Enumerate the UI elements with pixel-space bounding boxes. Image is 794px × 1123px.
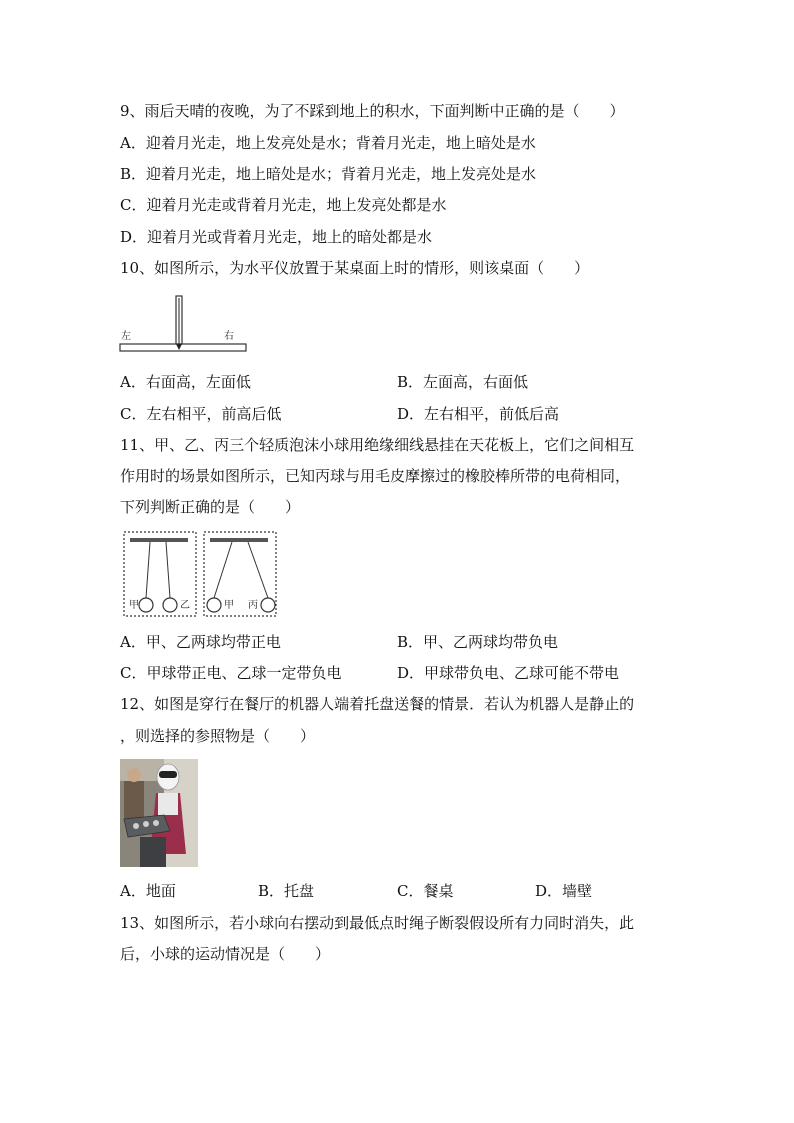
q9-stem: 9、雨后天晴的夜晚，为了不踩到地上的积水，下面判断中正确的是（ ） xyxy=(120,102,625,120)
ball-jia-left xyxy=(139,598,153,612)
ball-bing xyxy=(261,598,275,612)
q9-option-b: B．迎着月光走，地上暗处是水；背着月光走，地上发亮处是水 xyxy=(120,165,537,183)
q12-stem-line-1: 12、如图是穿行在餐厅的机器人端着托盘送餐的情景．若认为机器人是静止的 xyxy=(120,695,635,713)
table-surface xyxy=(120,344,246,351)
q12-option-a: A．地面 xyxy=(120,882,176,900)
q11-option-a: A．甲、乙两球均带正电 xyxy=(120,633,281,651)
string-jia-left xyxy=(146,542,150,598)
string-yi xyxy=(166,542,170,598)
q11-stem-line-1: 11、甲、乙、丙三个轻质泡沫小球用绝缘细线悬挂在天花板上，它们之间相互 xyxy=(120,436,635,454)
q12-option-d: D．墙壁 xyxy=(535,882,593,900)
q12-option-b: B．托盘 xyxy=(258,882,315,900)
q9-option-c: C．迎着月光走或背着月光走，地上发亮处都是水 xyxy=(120,196,447,214)
q11-option-b: B．甲、乙两球均带负电 xyxy=(397,633,559,651)
ball-jia-right xyxy=(207,598,221,612)
plumb-bob xyxy=(176,344,182,350)
q10-option-d: D．左右相平，前低后高 xyxy=(397,405,560,423)
label-right: 右 xyxy=(224,331,234,342)
label-jia-right: 甲 xyxy=(224,600,234,611)
q10-option-c: C．左右相平，前高后低 xyxy=(120,405,282,423)
q9-option-d: D．迎着月光或背着月光走，地上的暗处都是水 xyxy=(120,228,433,246)
robot-waiter-photo xyxy=(120,759,198,867)
q11-stem-line-3: 下列判断正确的是（ ） xyxy=(120,498,301,516)
label-left: 左 xyxy=(121,331,131,342)
q10-option-b: B．左面高，右面低 xyxy=(397,373,529,391)
q10-stem: 10、如图所示，为水平仪放置于某桌面上时的情形，则该桌面（ ） xyxy=(120,259,590,277)
q11-stem-line-2: 作用时的场景如图所示，已知丙球与用毛皮摩擦过的橡胶棒所带的电荷相同， xyxy=(120,467,631,485)
spirit-level-figure xyxy=(118,292,250,364)
q11-option-d: D．甲球带负电、乙球可能不带电 xyxy=(397,664,620,682)
q12-stem-line-2: ，则选择的参照物是（ ） xyxy=(120,727,316,745)
q12-option-c: C．餐桌 xyxy=(397,882,454,900)
q11-option-c: C．甲球带正电、乙球一定带负电 xyxy=(120,664,342,682)
label-bing: 丙 xyxy=(248,600,258,611)
q13-stem-line-1: 13、如图所示，若小球向右摆动到最低点时绳子断裂假设所有力同时消失，此 xyxy=(120,914,635,932)
label-yi: 乙 xyxy=(180,600,190,611)
ceiling-right xyxy=(210,538,268,542)
q9-option-a: A．迎着月光走，地上发亮处是水；背着月光走，地上暗处是水 xyxy=(120,134,536,152)
ceiling-left xyxy=(130,538,188,542)
label-jia-left: 甲 xyxy=(129,600,139,611)
charged-balls-figure xyxy=(120,528,282,620)
ball-yi xyxy=(163,598,177,612)
string-bing xyxy=(248,542,268,598)
q13-stem-line-2: 后，小球的运动情况是（ ） xyxy=(120,945,331,963)
string-jia-right xyxy=(214,542,232,598)
q10-option-a: A．右面高，左面低 xyxy=(120,373,251,391)
